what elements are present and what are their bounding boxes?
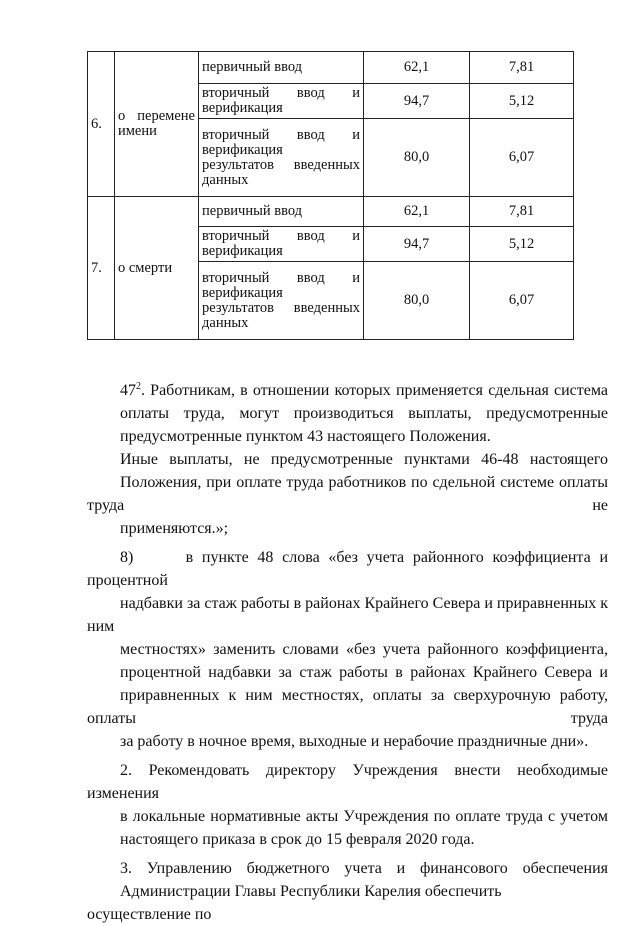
operation-line: верификация bbox=[202, 284, 283, 301]
operation-line: первичный ввод bbox=[202, 203, 303, 219]
operation-line: вторичный ввод и bbox=[202, 228, 360, 244]
text-line: за работу в ночное время, выходные и нерабочие праздничные дни». bbox=[120, 733, 589, 750]
paragraph-other-payments bbox=[87, 448, 608, 540]
text-line: местностях» заменить словами «без учета районного коэффициента, bbox=[120, 641, 608, 658]
text-line: предусмотренные пунктом 43 настоящего Положения. bbox=[120, 428, 491, 445]
record-type-line: имени bbox=[118, 123, 157, 139]
rates-table bbox=[87, 51, 574, 340]
value-cell-2: 7,81 bbox=[470, 52, 574, 84]
operation-line: результатов введенных bbox=[202, 156, 360, 173]
operation-line: результатов введенных bbox=[202, 299, 360, 316]
text-line: Иные выплаты, не предусмотренные пунктами 46-48 настоящего bbox=[120, 451, 608, 468]
operation-cell bbox=[199, 227, 364, 262]
value-cell-2: 6,07 bbox=[470, 262, 574, 340]
text-line: оплаты труда, могут производиться выплаты, предусмотренные bbox=[120, 405, 608, 422]
paragraph-3 bbox=[87, 857, 608, 926]
operation-cell bbox=[199, 197, 364, 227]
value-cell-2: 7,81 bbox=[470, 197, 574, 227]
record-type-cell bbox=[115, 52, 199, 197]
record-type-line: о перемене bbox=[118, 108, 195, 124]
text-line: процентной надбавки за стаж работы в районах Крайнего Севера и bbox=[120, 664, 608, 681]
text-line: 3. Управлению бюджетного учета и финансового обеспечения bbox=[120, 860, 608, 877]
text-line: . Работникам, в отношении которых применяется сдельная система bbox=[141, 382, 608, 399]
text-line: Администрации Главы Республики Карелия обеспечить осуществление по bbox=[87, 883, 502, 923]
operation-line: верификация bbox=[202, 100, 283, 116]
paragraph-number-superscript: 2 bbox=[136, 381, 141, 392]
value-cell-1: 94,7 bbox=[364, 84, 470, 119]
text-line: в пункте 48 слова «без учета районного коэффициента и процентной bbox=[87, 549, 609, 589]
row-index-cell: 7. bbox=[88, 197, 115, 340]
operation-line: вторичный ввод и bbox=[202, 269, 360, 286]
paragraph-number: 47 bbox=[120, 382, 136, 399]
item-number: 8) bbox=[120, 549, 134, 566]
text-line: надбавки за стаж работы в районах Крайнего Севера и приравненных к ним bbox=[87, 595, 608, 635]
value-cell-1: 80,0 bbox=[364, 262, 470, 340]
operation-cell bbox=[199, 119, 364, 197]
text-line: 2. Рекомендовать директору Учреждения внести необходимые изменения bbox=[87, 762, 608, 802]
operation-line: первичный ввод bbox=[202, 59, 303, 75]
value-cell-2: 5,12 bbox=[470, 84, 574, 119]
value-cell-1: 94,7 bbox=[364, 227, 470, 262]
operation-line: вторичный ввод и bbox=[202, 85, 360, 101]
record-type-line: о смерти bbox=[118, 259, 173, 276]
operation-cell bbox=[199, 262, 364, 340]
operation-line: данных bbox=[202, 171, 249, 188]
value-cell-1: 62,1 bbox=[364, 52, 470, 84]
text-line: Положения, при оплате труда работников по сдельной системе оплаты труда не bbox=[87, 474, 608, 514]
value-cell-1: 62,1 bbox=[364, 197, 470, 227]
operation-cell bbox=[199, 52, 364, 84]
text-line: приравненных к ним местностях, оплаты за сверхурочную работу, оплаты труда bbox=[87, 687, 608, 727]
operation-line: вторичный ввод и bbox=[202, 126, 360, 143]
row-index-cell: 6. bbox=[88, 52, 115, 197]
paragraph-47-2 bbox=[87, 379, 608, 448]
value-cell-2: 6,07 bbox=[470, 119, 574, 197]
text-line: в локальные нормативные акты Учреждения по оплате труда с учетом bbox=[120, 808, 608, 825]
value-cell-2: 5,12 bbox=[470, 227, 574, 262]
operation-line: верификация bbox=[202, 243, 283, 259]
operation-line: верификация bbox=[202, 141, 283, 158]
value-cell-1: 80,0 bbox=[364, 119, 470, 197]
operation-cell bbox=[199, 84, 364, 119]
operation-line: данных bbox=[202, 314, 249, 331]
paragraph-item-8 bbox=[87, 546, 608, 753]
rates-table-body bbox=[88, 52, 574, 340]
text-line: применяются.»; bbox=[120, 520, 229, 537]
table-row bbox=[88, 197, 574, 227]
paragraph-2 bbox=[87, 759, 608, 851]
table-row bbox=[88, 52, 574, 84]
record-type-cell bbox=[115, 197, 199, 340]
document-text bbox=[87, 379, 608, 926]
text-line: настоящего приказа в срок до 15 февраля 2020 года. bbox=[120, 831, 475, 848]
